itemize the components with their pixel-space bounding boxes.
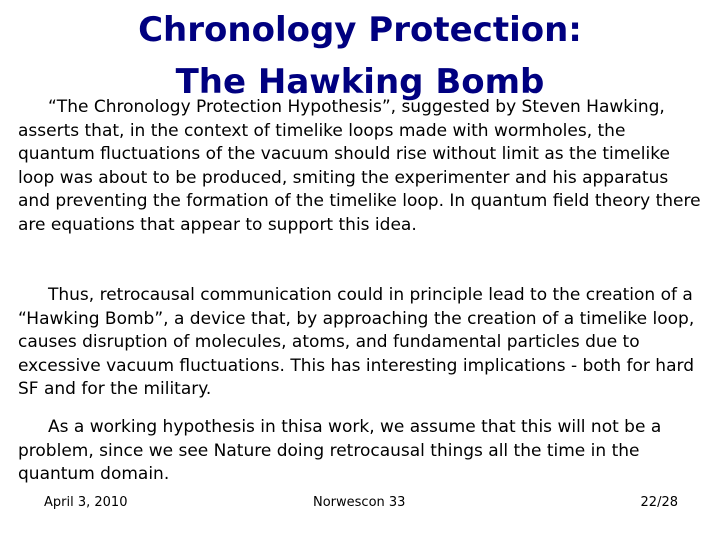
paragraph-working-hypothesis: As a working hypothesis in thisa work, we assume that this will not be a problem, since we see Nature doing retrocausal things all the time in the quantum domain. xyxy=(18,417,662,484)
footer-event: Norwescon 33 xyxy=(313,495,406,510)
paragraph-chronology-hypothesis: “The Chronology Protection Hypothesis”, suggested by Steven Hawking, asserts that, in the context of timelike loops made with wormholes, the quantum fluctuations of the vacuum should rise without limit as the timelike loop was about to be produced, smiting the experimenter and his apparatus and preventing the formation of the timelike loop. In quantum field theory there are equations that appear to support this idea. xyxy=(18,97,701,235)
slide-title xyxy=(0,4,720,108)
slide-title-line-1: Chronology Protection: xyxy=(138,10,582,50)
footer-date: April 3, 2010 xyxy=(44,495,128,510)
slide-title-line-2: The Hawking Bomb xyxy=(175,62,545,102)
footer-page-number: 22/28 xyxy=(640,495,678,510)
paragraph-hawking-bomb: Thus, retrocausal communication could in principle lead to the creation of a “Hawking Bomb”, a device that, by approaching the creation of a timelike loop, causes disruption of molecules, atoms, and fundamental particles due to excessive vacuum fluctuations. This has interesting implications - both for hard SF and for the military. xyxy=(18,285,695,399)
